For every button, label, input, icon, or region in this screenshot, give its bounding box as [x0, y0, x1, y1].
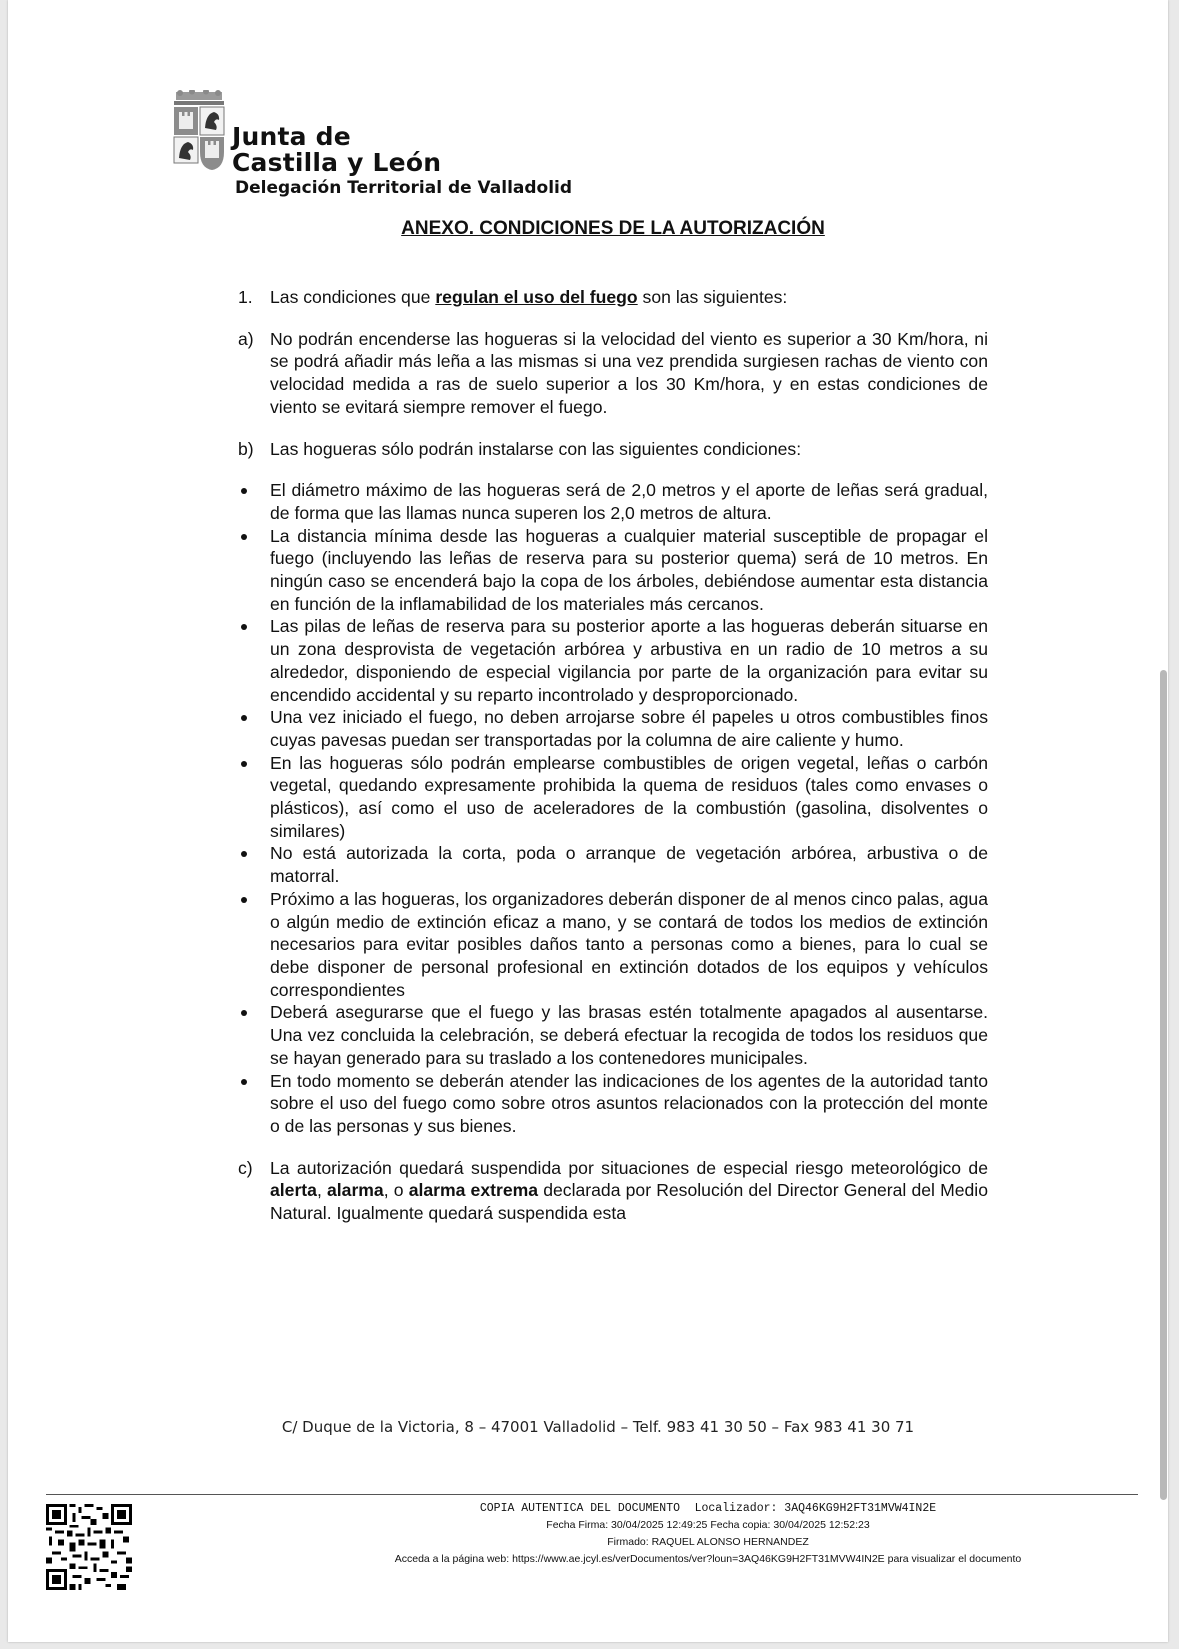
bullet-icon	[241, 851, 247, 857]
coat-of-arms-icon	[170, 90, 228, 176]
list-item	[238, 1070, 988, 1138]
item-b-text: Las hogueras sólo podrán instalarse con las siguientes condiciones:	[270, 438, 802, 459]
item-c	[238, 1157, 988, 1225]
org-name-line1: Junta de	[232, 122, 351, 151]
document-title: ANEXO. CONDICIONES DE LA AUTORIZACIÓN	[401, 218, 825, 239]
conditions-list	[238, 479, 988, 1137]
list-item-text: Una vez iniciado el fuego, no deben arrojarse sobre él papeles u otros combustibles finos cuyas pavesas puedan ser transportadas por la columna de aire caliente y humo.	[270, 707, 988, 750]
stamp-signed: Firmado: RAQUEL ALONSO HERNANDEZ	[607, 1536, 809, 1548]
section-1-pre: Las condiciones que	[270, 287, 436, 307]
section-1	[238, 286, 988, 309]
qr-code-icon	[46, 1504, 132, 1590]
copy-label: COPIA AUTENTICA DEL DOCUMENTO	[479, 1502, 680, 1515]
list-item-text: En las hogueras sólo podrán emplearse combustibles de origen vegetal, leñas o carbón vegetal, quedando expresamente prohibida la quema de residuos (tales como envases o plásticos), así como el uso de aceleradores de la combustión (gasolina, disolventes o similares)	[270, 752, 988, 841]
vertical-scrollbar[interactable]	[1160, 670, 1167, 1500]
bullet-icon	[241, 761, 247, 767]
stamp-line-1	[268, 1500, 1148, 1517]
item-a-marker: a)	[238, 328, 254, 349]
list-item-text: La distancia mínima desde las hogueras a cualquier material susceptible de propagar el fuego (incluyendo las leñas de reserva para su posterior quema) será de 10 metros. En ningún caso se encenderá bajo la copa de los árboles, debiéndose aumentar esta distancia en función de la inflamabilidad de los materiales más cercanos.	[270, 525, 988, 614]
item-c-text-1: La autorización quedará suspendida por situaciones de especial riesgo meteorológico de	[270, 1157, 988, 1178]
item-a	[238, 328, 988, 419]
item-a-text: No podrán encenderse las hogueras si la velocidad del viento es superior a 30 Km/hora, ni se podrá añadir más leña a las mismas si una vez prendida surgiesen rachas de viento con velocidad medida a ras de suelo superior a los 30 Km/hora, y en estas condiciones de viento se evitará siempre remover el fuego.	[270, 328, 988, 417]
item-c-bold-3: alarma extrema	[408, 1180, 539, 1201]
stamp-dates: Fecha Firma: 30/04/2025 12:49:25 Fecha copia: 30/04/2025 12:52:23	[546, 1519, 870, 1531]
list-item	[238, 752, 988, 843]
item-b	[238, 438, 988, 461]
list-item-text: No está autorizada la corta, poda o arranque de vegetación arbórea, arbustiva o de matorral.	[270, 843, 988, 887]
bullet-icon	[241, 534, 247, 540]
list-item	[238, 525, 988, 616]
item-c-bold-2: alarma	[326, 1180, 384, 1201]
locator: Localizador: 3AQ46KG9H2FT31MVW4IN2E	[694, 1502, 937, 1515]
item-c-bold-1: alerta	[270, 1180, 317, 1201]
item-c-marker: c)	[238, 1157, 253, 1178]
org-name-line2: Castilla y León	[232, 148, 442, 177]
item-b-marker: b)	[238, 438, 254, 459]
list-item-text: Deberá asegurarse que el fuego y las brasas estén totalmente apagados al ausentarse. Una vez concluida la celebración, se deberá efectuar la recogida de todos los residuos que se hayan generado para su traslado a los contenedores municipales.	[270, 1002, 988, 1068]
list-item-text: Próximo a las hogueras, los organizadores deberán disponer de al menos cinco palas, agua o algún medio de extinción eficaz a mano, y se contará de todos los medios de extinción necesarios para evitar posibles daños tanto a personas como a bienes, para lo cual se debe disponer de personal profesional en extinción dotados de los equipos y vehículos correspondientes	[270, 888, 988, 1000]
list-item	[238, 615, 988, 706]
header-logo	[170, 90, 573, 210]
bullet-icon	[241, 897, 247, 903]
item-c-text-2: ,	[316, 1180, 327, 1201]
org-subtitle: Delegación Territorial de Valladolid	[235, 178, 573, 198]
list-item	[238, 842, 988, 887]
divider	[46, 1494, 1138, 1495]
list-item	[238, 706, 988, 751]
bullet-icon	[241, 624, 247, 630]
item-c-text-4: declarada por Resolución del Director General del Medio Natural. Igualmente quedará suspendida esta	[270, 1180, 988, 1224]
stamp-access-link[interactable]: Acceda a la página web: https://www.ae.jcyl.es/verDocumentos/ver?loun=3AQ46KG9H2FT31MVW4IN2E para visualizar el documento	[394, 1553, 1022, 1565]
bullet-icon	[241, 715, 247, 721]
bullet-icon	[241, 1079, 247, 1085]
list-item	[238, 888, 988, 1002]
footer-address: C/ Duque de la Victoria, 8 – 47001 Valladolid – Telf. 983 41 30 50 – Fax 983 41 30 71	[281, 1418, 915, 1436]
list-item-text: El diámetro máximo de las hogueras será de 2,0 metros y el aporte de leñas será gradual, de forma que las llamas nunca superen los 2,0 metros de altura.	[270, 480, 988, 523]
authentic-copy-stamp	[268, 1500, 1148, 1568]
list-item-text: Las pilas de leñas de reserva para su posterior aporte a las hogueras deberán situarse en un zona desprovista de vegetación arbórea y arbustiva en un radio de 10 metros a su alrededor, disponiendo de especial vigilancia por parte de la organización para evitar su encendido accidental y su reparto incontrolado y desproporcionado.	[270, 616, 988, 705]
document-page	[8, 0, 1168, 1642]
list-item	[238, 1001, 988, 1069]
list-item-text: En todo momento se deberán atender las indicaciones de los agentes de la autoridad tanto sobre el uso del fuego como sobre otros asuntos relacionados con la protección del monte o de las personas y sus bienes.	[270, 1070, 988, 1136]
section-1-emphasis: regulan el uso del fuego	[435, 287, 638, 307]
section-1-post: son las siguientes:	[637, 287, 788, 307]
item-c-text-3: , o	[383, 1180, 409, 1201]
list-item	[238, 479, 988, 524]
document-body	[238, 286, 988, 1225]
section-1-marker: 1.	[238, 287, 253, 307]
bullet-icon	[241, 1010, 247, 1016]
bullet-icon	[241, 488, 247, 494]
